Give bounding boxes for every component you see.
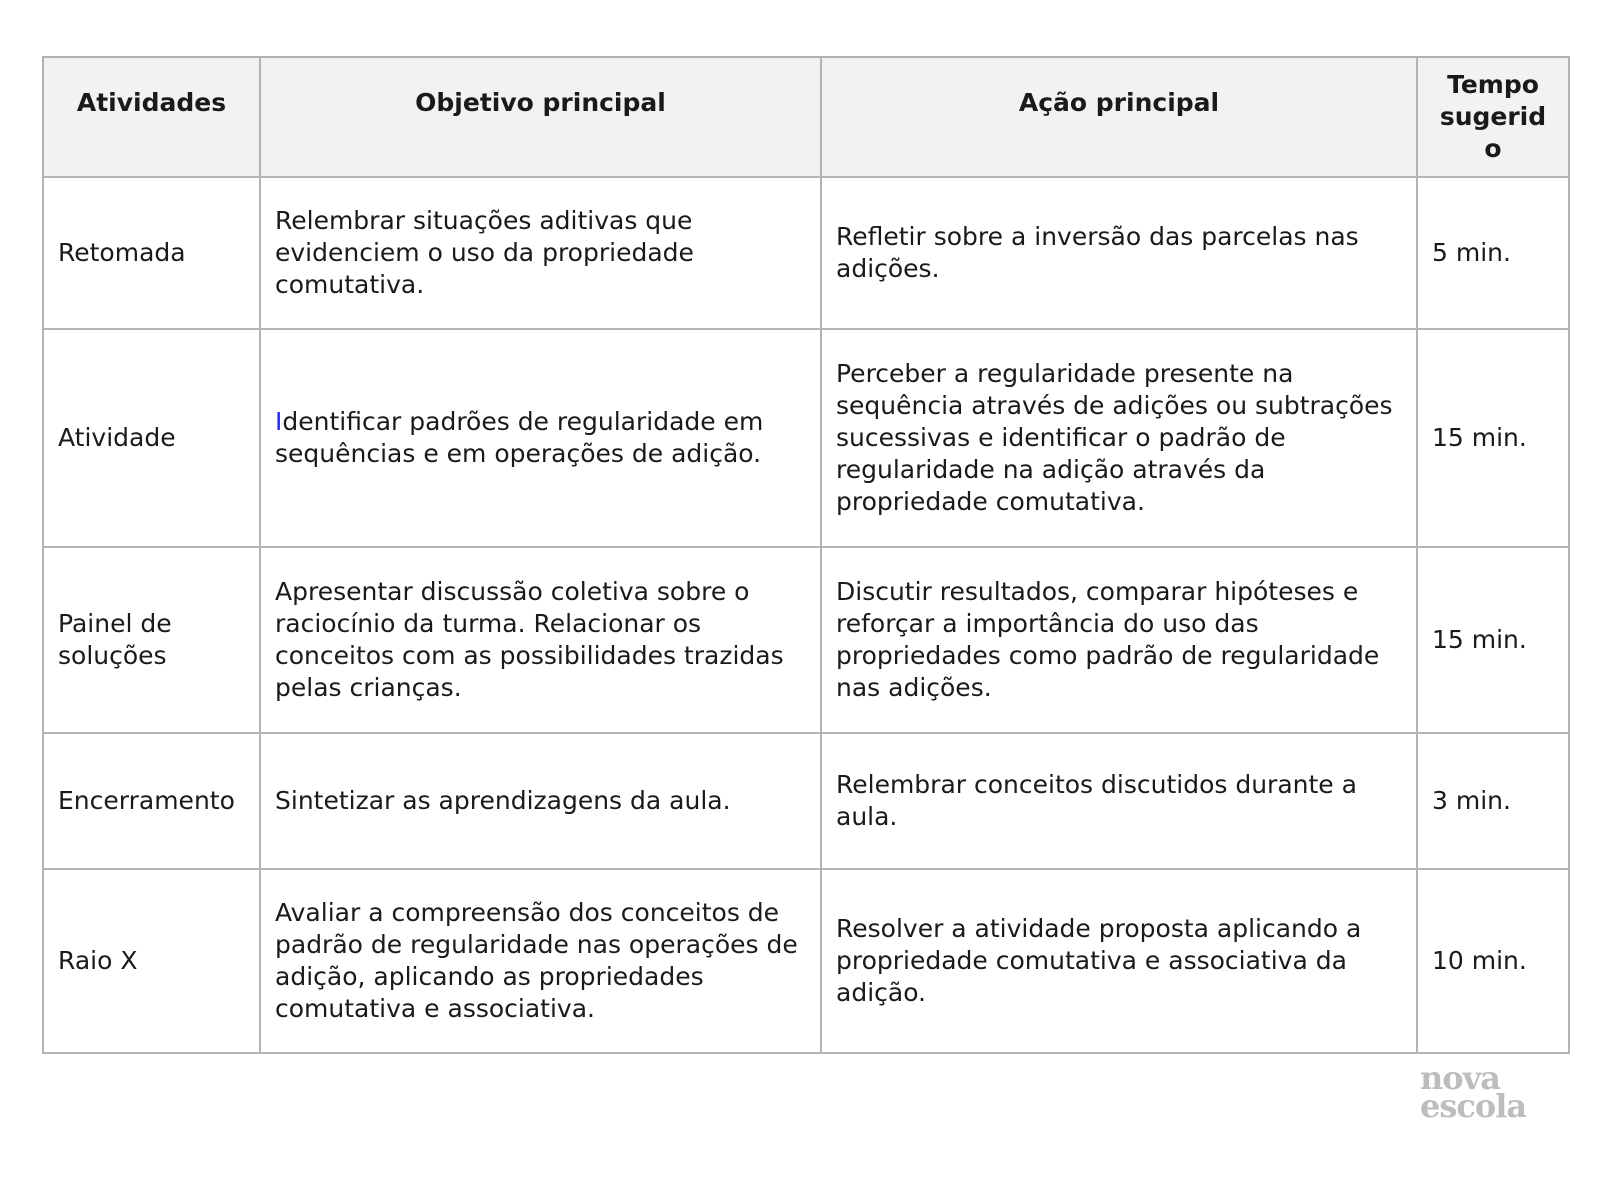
- table-row: [43, 869, 1569, 1053]
- lesson-plan-table: [42, 56, 1570, 1054]
- cell-tempo: 3 min.: [1417, 733, 1569, 869]
- logo-line-2: escola: [1420, 1087, 1527, 1125]
- logo-line-1: nova: [1420, 1059, 1500, 1097]
- table-row: [43, 329, 1569, 547]
- cell-acao: Refletir sobre a inversão das parcelas nas adições.: [821, 177, 1417, 329]
- table-header-row: [43, 57, 1569, 177]
- cell-atividade: Retomada: [43, 177, 260, 329]
- cell-tempo: 5 min.: [1417, 177, 1569, 329]
- cell-objetivo: Apresentar discussão coletiva sobre o raciocínio da turma. Relacionar os conceitos com as possibilidades trazidas pelas crianças.: [260, 547, 821, 733]
- cell-atividade: Painel de soluções: [43, 547, 260, 733]
- cell-objetivo: Sintetizar as aprendizagens da aula.: [260, 733, 821, 869]
- cell-tempo: 10 min.: [1417, 869, 1569, 1053]
- cell-tempo: 15 min.: [1417, 547, 1569, 733]
- cell-acao: Relembrar conceitos discutidos durante a aula.: [821, 733, 1417, 869]
- cell-atividade: Raio X: [43, 869, 260, 1053]
- cell-tempo: 15 min.: [1417, 329, 1569, 547]
- header-objetivo: Objetivo principal: [260, 57, 821, 177]
- table-row: [43, 177, 1569, 329]
- cell-atividade: Atividade: [43, 329, 260, 547]
- cell-objetivo: Relembrar situações aditivas que evidenciem o uso da propriedade comutativa.: [260, 177, 821, 329]
- nova-escola-logo: [1420, 1059, 1550, 1125]
- table-row: [43, 547, 1569, 733]
- cell-objetivo: [260, 329, 821, 547]
- header-tempo: Tempo sugerido: [1417, 57, 1569, 177]
- highlighted-letter: I: [275, 407, 283, 436]
- cell-objetivo-text: dentificar padrões de regularidade em sequências e em operações de adição.: [275, 407, 764, 468]
- header-atividades: Atividades: [43, 57, 260, 177]
- cell-acao: Perceber a regularidade presente na sequência através de adições ou subtrações sucessivas e identificar o padrão de regularidade na adição através da propriedade comutativa.: [821, 329, 1417, 547]
- cell-acao: Discutir resultados, comparar hipóteses e reforçar a importância do uso das propriedades como padrão de regularidade nas adições.: [821, 547, 1417, 733]
- header-acao: Ação principal: [821, 57, 1417, 177]
- cell-acao: Resolver a atividade proposta aplicando a propriedade comutativa e associativa da adição.: [821, 869, 1417, 1053]
- table-row: [43, 733, 1569, 869]
- cell-objetivo: Avaliar a compreensão dos conceitos de padrão de regularidade nas operações de adição, aplicando as propriedades comutativa e associativa.: [260, 869, 821, 1053]
- cell-atividade: Encerramento: [43, 733, 260, 869]
